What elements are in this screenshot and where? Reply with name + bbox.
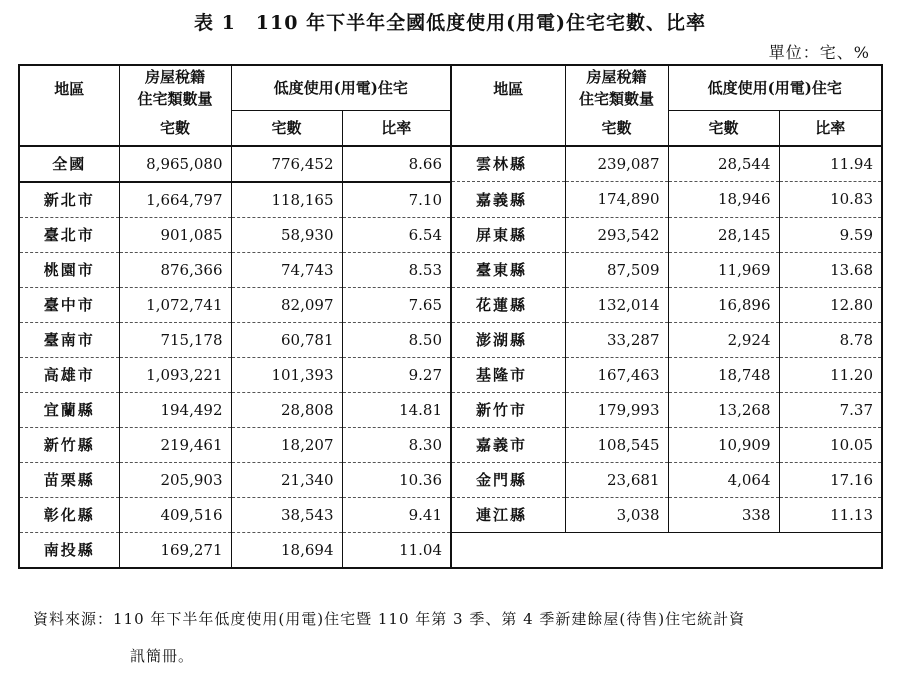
region-name: 屏東縣 bbox=[451, 217, 565, 252]
table-row bbox=[19, 357, 882, 392]
ratio-cell: 11.04 bbox=[342, 532, 451, 568]
ratio-cell: 10.36 bbox=[342, 462, 451, 497]
header-count-right: 宅數 bbox=[668, 110, 779, 146]
low-use-count-cell: 101,393 bbox=[231, 357, 342, 392]
tax-total-cell: 1,664,797 bbox=[119, 182, 231, 218]
region-name: 臺東縣 bbox=[451, 252, 565, 287]
ratio-cell: 8.50 bbox=[342, 322, 451, 357]
header-count-left: 宅數 bbox=[231, 110, 342, 146]
region-name: 全國 bbox=[19, 146, 119, 182]
region-name: 新竹縣 bbox=[19, 427, 119, 462]
tax-total-cell: 3,038 bbox=[565, 497, 668, 532]
tax-total-cell: 194,492 bbox=[119, 392, 231, 427]
low-use-count-cell: 338 bbox=[668, 497, 779, 532]
table-row bbox=[19, 252, 882, 287]
low-use-count-cell: 16,896 bbox=[668, 287, 779, 322]
table-row bbox=[19, 497, 882, 532]
table-row bbox=[19, 427, 882, 462]
table-row bbox=[19, 392, 882, 427]
low-use-count-cell: 13,268 bbox=[668, 392, 779, 427]
tax-total-cell: 1,072,741 bbox=[119, 287, 231, 322]
header-tax-left bbox=[119, 65, 231, 110]
ratio-cell: 12.80 bbox=[779, 287, 882, 322]
tax-total-cell: 901,085 bbox=[119, 217, 231, 252]
header-area-right: 地區 bbox=[451, 65, 565, 110]
header-count-tax-left: 宅數 bbox=[119, 110, 231, 146]
tax-total-cell: 8,965,080 bbox=[119, 146, 231, 182]
low-use-count-cell: 74,743 bbox=[231, 252, 342, 287]
ratio-cell: 9.27 bbox=[342, 357, 451, 392]
region-name: 嘉義市 bbox=[451, 427, 565, 462]
ratio-cell: 11.13 bbox=[779, 497, 882, 532]
table-row bbox=[19, 217, 882, 252]
footnote-source-cont: 訊簡冊。 bbox=[130, 647, 195, 665]
low-use-count-cell: 18,694 bbox=[231, 532, 342, 568]
region-name: 新竹市 bbox=[451, 392, 565, 427]
region-name: 金門縣 bbox=[451, 462, 565, 497]
region-name: 臺北市 bbox=[19, 217, 119, 252]
ratio-cell: 7.37 bbox=[779, 392, 882, 427]
header-ratio-left: 比率 bbox=[342, 110, 451, 146]
header-tax-line2: 住宅類數量 bbox=[137, 90, 213, 108]
region-name: 嘉義縣 bbox=[451, 182, 565, 218]
low-use-count-cell: 4,064 bbox=[668, 462, 779, 497]
low-use-count-cell: 28,145 bbox=[668, 217, 779, 252]
ratio-cell: 8.53 bbox=[342, 252, 451, 287]
ratio-cell: 8.30 bbox=[342, 427, 451, 462]
low-use-count-cell: 2,924 bbox=[668, 322, 779, 357]
header-ratio-right: 比率 bbox=[779, 110, 882, 146]
footnote-source: 資料來源：110 年下半年低度使用(用電)住宅暨 110 年第 3 季、第 4 季新建餘屋(待售)住宅統計資 bbox=[33, 610, 746, 628]
tax-total-cell: 219,461 bbox=[119, 427, 231, 462]
header-tax-line1: 房屋稅籍 bbox=[586, 68, 647, 86]
region-name: 宜蘭縣 bbox=[19, 392, 119, 427]
low-use-count-cell: 58,930 bbox=[231, 217, 342, 252]
tax-total-cell: 239,087 bbox=[565, 146, 668, 182]
low-use-count-cell: 118,165 bbox=[231, 182, 342, 218]
ratio-cell: 6.54 bbox=[342, 217, 451, 252]
tax-total-cell: 205,903 bbox=[119, 462, 231, 497]
tax-total-cell: 1,093,221 bbox=[119, 357, 231, 392]
tax-total-cell: 409,516 bbox=[119, 497, 231, 532]
table-row bbox=[19, 322, 882, 357]
low-use-count-cell: 18,946 bbox=[668, 182, 779, 218]
ratio-cell: 7.65 bbox=[342, 287, 451, 322]
table-row bbox=[19, 182, 882, 218]
ratio-cell: 10.05 bbox=[779, 427, 882, 462]
region-name: 基隆市 bbox=[451, 357, 565, 392]
low-use-count-cell: 82,097 bbox=[231, 287, 342, 322]
tax-total-cell: 33,287 bbox=[565, 322, 668, 357]
low-use-count-cell: 11,969 bbox=[668, 252, 779, 287]
low-use-count-cell: 18,207 bbox=[231, 427, 342, 462]
tax-total-cell: 87,509 bbox=[565, 252, 668, 287]
table-row bbox=[19, 287, 882, 322]
ratio-cell: 14.81 bbox=[342, 392, 451, 427]
low-use-count-cell: 18,748 bbox=[668, 357, 779, 392]
low-use-count-cell: 10,909 bbox=[668, 427, 779, 462]
region-name: 雲林縣 bbox=[451, 146, 565, 182]
region-name: 澎湖縣 bbox=[451, 322, 565, 357]
low-use-count-cell: 21,340 bbox=[231, 462, 342, 497]
region-name: 臺南市 bbox=[19, 322, 119, 357]
low-use-count-cell: 60,781 bbox=[231, 322, 342, 357]
header-tax-line2: 住宅類數量 bbox=[579, 90, 655, 108]
low-use-count-cell: 28,544 bbox=[668, 146, 779, 182]
region-name: 彰化縣 bbox=[19, 497, 119, 532]
statistics-table bbox=[18, 64, 883, 569]
region-name: 花蓮縣 bbox=[451, 287, 565, 322]
region-name: 連江縣 bbox=[451, 497, 565, 532]
region-name: 南投縣 bbox=[19, 532, 119, 568]
low-use-count-cell: 38,543 bbox=[231, 497, 342, 532]
tax-total-cell: 169,271 bbox=[119, 532, 231, 568]
region-name: 高雄市 bbox=[19, 357, 119, 392]
header-lowuse-left: 低度使用(用電)住宅 bbox=[231, 65, 451, 110]
ratio-cell: 11.20 bbox=[779, 357, 882, 392]
low-use-count-cell: 776,452 bbox=[231, 146, 342, 182]
header-lowuse-right: 低度使用(用電)住宅 bbox=[668, 65, 882, 110]
header-count-tax-right: 宅數 bbox=[565, 110, 668, 146]
unit-label: 單位：宅、% bbox=[768, 43, 870, 62]
ratio-cell: 11.94 bbox=[779, 146, 882, 182]
tax-total-cell: 108,545 bbox=[565, 427, 668, 462]
header-empty-right bbox=[451, 110, 565, 146]
ratio-cell: 13.68 bbox=[779, 252, 882, 287]
ratio-cell: 8.66 bbox=[342, 146, 451, 182]
ratio-cell: 9.59 bbox=[779, 217, 882, 252]
region-name: 苗栗縣 bbox=[19, 462, 119, 497]
table-row bbox=[19, 462, 882, 497]
header-empty-left bbox=[19, 110, 119, 146]
tax-total-cell: 179,993 bbox=[565, 392, 668, 427]
tax-total-cell: 293,542 bbox=[565, 217, 668, 252]
tax-total-cell: 174,890 bbox=[565, 182, 668, 218]
tax-total-cell: 876,366 bbox=[119, 252, 231, 287]
table-row bbox=[19, 532, 882, 568]
low-use-count-cell: 28,808 bbox=[231, 392, 342, 427]
header-area-left: 地區 bbox=[19, 65, 119, 110]
region-name: 臺中市 bbox=[19, 287, 119, 322]
table-row bbox=[19, 146, 882, 182]
region-name: 桃園市 bbox=[19, 252, 119, 287]
empty-cell bbox=[451, 532, 882, 568]
header-tax-line1: 房屋稅籍 bbox=[144, 68, 205, 86]
region-name: 新北市 bbox=[19, 182, 119, 218]
ratio-cell: 10.83 bbox=[779, 182, 882, 218]
header-tax-right bbox=[565, 65, 668, 110]
tax-total-cell: 167,463 bbox=[565, 357, 668, 392]
ratio-cell: 8.78 bbox=[779, 322, 882, 357]
tax-total-cell: 23,681 bbox=[565, 462, 668, 497]
ratio-cell: 9.41 bbox=[342, 497, 451, 532]
table-title: 表 1 110 年下半年全國低度使用(用電)住宅宅數、比率 bbox=[193, 12, 707, 34]
tax-total-cell: 132,014 bbox=[565, 287, 668, 322]
tax-total-cell: 715,178 bbox=[119, 322, 231, 357]
ratio-cell: 7.10 bbox=[342, 182, 451, 218]
ratio-cell: 17.16 bbox=[779, 462, 882, 497]
